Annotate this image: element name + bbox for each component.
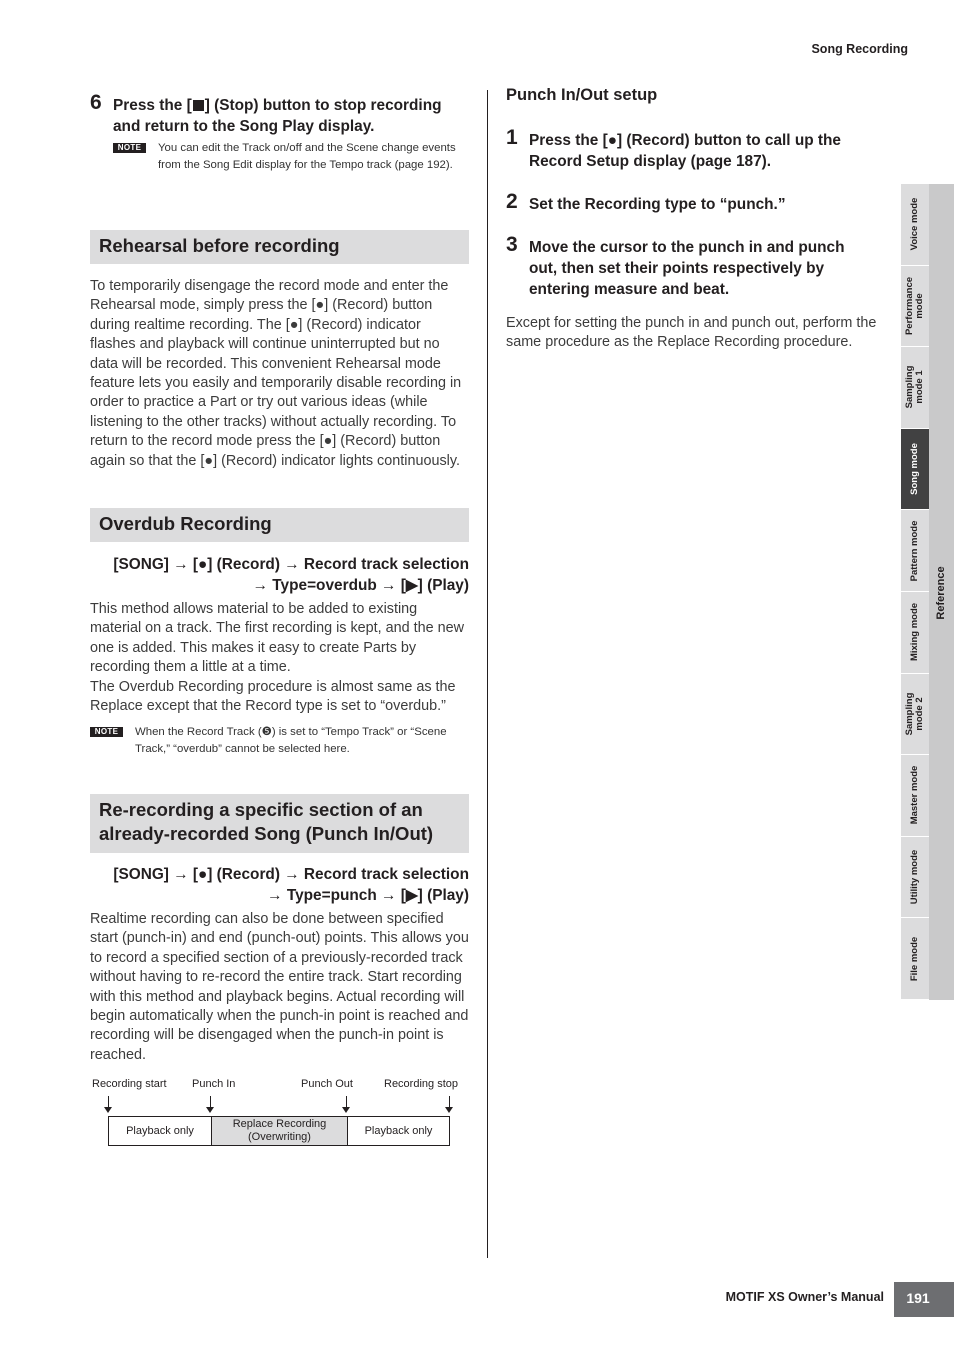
overdub-heading: Overdub Recording (99, 513, 272, 534)
reference-label: Reference (935, 566, 947, 620)
box-replace-line2: (Overwriting) (248, 1131, 311, 1143)
side-tab-master-mode[interactable] (901, 755, 929, 837)
side-tab-label: Mixing mode (909, 603, 920, 662)
overdub-path-line2: → Type=overdub → [▶] (Play) (252, 577, 469, 594)
running-header: Song Recording (811, 42, 908, 56)
side-tab-sampling-mode-2[interactable] (901, 674, 929, 756)
note-badge: NOTE (90, 727, 123, 737)
step6-note: You can edit the Track on/off and the Scene change events from the Song Edit display for the Tempo track (page 192). (158, 142, 456, 171)
arrowhead-icon (206, 1107, 214, 1113)
arrowhead-icon (445, 1107, 453, 1113)
side-tab-mixing-mode[interactable] (901, 592, 929, 674)
box-replace-line1: Replace Recording (232, 1118, 327, 1130)
note-badge: NOTE (113, 143, 146, 153)
side-tab-file-mode[interactable] (901, 918, 929, 1000)
overdub-path (90, 554, 469, 596)
side-tab-label: Performance mode (904, 276, 925, 335)
side-tab-label: Song mode (909, 443, 920, 495)
arrowhead-icon (104, 1107, 112, 1113)
overdub-heading-bar (90, 508, 469, 542)
step-text: Move the cursor to the punch in and punch out, then set their points respectively by entering measure and beat. (529, 239, 845, 298)
side-tab-label: Utility mode (909, 849, 920, 905)
arrowhead-icon (342, 1107, 350, 1113)
step-text: Set the Recording type to “punch.” (529, 196, 786, 213)
punch-setup-body: Except for setting the punch in and punch out, perform the same procedure as the Replace Recording procedure. (506, 315, 877, 351)
step-number: 6 (90, 91, 102, 114)
step-text: Press the [●] (Record) button to call up the Record Setup display (page 187). (529, 132, 841, 170)
overdub-note: When the Record Track (❺) is set to “Tempo Track” or “Scene Track,” “overdub” cannot be selected here. (135, 726, 447, 755)
punch-body: Realtime recording can also be done between specified start (punch-in) and end (punch-out) points. This allows you to record a specified section of a previously-recorded track without having to re-record the entire track. Start recording with this method and playback begins. Actual recording will begin automatically when the punch-in point is reached and recording will be disengaged when the punch-in point is reached. (90, 911, 469, 1063)
footer-manual-title: MOTIF XS Owner’s Manual (725, 1290, 884, 1304)
punch-heading-line2: already-recorded Song (Punch In/Out) (99, 823, 434, 844)
side-tab-label: Pattern mode (909, 520, 920, 582)
label-recording-start: Recording start (92, 1078, 167, 1090)
page-number: 191 (906, 1290, 930, 1306)
rehearsal-body: To temporarily disengage the record mode and enter the Rehearsal mode, simply press the [●] (Record) button during realtime recording. The [●] (Record) indicator flashes and playback will continue uninterrupted but no data will be recorded. This convenient Rehearsal mode feature lets you easily and temporarily disable recording in order to practice a Part or try out various ideas (while listening to the other tracks) without actually recording. To return to the record mode press the [●] (Record) button again so that the [●] (Record) indicator lights continuously. (90, 278, 462, 469)
label-punch-in: Punch In (192, 1078, 236, 1090)
side-tab-performance-mode[interactable] (901, 266, 929, 348)
side-tab-utility-mode[interactable] (901, 837, 929, 919)
side-tab-label: Sampling mode 2 (904, 692, 925, 736)
side-tab-voice-mode[interactable] (901, 184, 929, 266)
rehearsal-heading-bar (90, 230, 469, 264)
box-replace-recording (211, 1116, 348, 1146)
label-punch-out: Punch Out (301, 1078, 353, 1090)
rehearsal-heading: Rehearsal before recording (99, 235, 340, 256)
step-text: Press the [ ] (Stop) button to stop recording and return to the Song Play display. (113, 97, 442, 135)
punch-heading-bar (90, 794, 469, 853)
punch-path (90, 864, 469, 906)
side-tab-label: Voice mode (909, 197, 920, 251)
side-tab-label: File mode (909, 936, 920, 981)
side-tab-pattern-mode[interactable] (901, 510, 929, 592)
label-recording-stop: Recording stop (384, 1078, 458, 1090)
column-divider (487, 90, 488, 1258)
side-tab-label: Master mode (909, 766, 920, 825)
side-tab-song-mode[interactable] (901, 429, 929, 511)
overdub-path-line1: [SONG] → [●] (Record) → Record track selection (113, 556, 469, 573)
punch-heading-line1: Re-recording a specific section of an (99, 799, 423, 820)
step-number: 3 (506, 233, 518, 256)
punch-setup-heading: Punch In/Out setup (506, 86, 658, 104)
overdub-body: This method allows material to be added to existing material on a track. The first recording is kept, and the new one is added. This makes it easy to create Parts by recording them a little at a time. The Overdub Recording procedure is almost same as the Replace except that the Record type is set to “overdub.” (90, 601, 465, 715)
step-number: 2 (506, 190, 518, 213)
side-tab-label: Sampling mode 1 (904, 366, 925, 409)
step-number: 1 (506, 126, 518, 149)
page-number-box (894, 1282, 954, 1317)
punch-path-line1: [SONG] → [●] (Record) → Record track selection (113, 866, 469, 883)
stop-icon (193, 100, 204, 111)
side-tab-sampling-mode-1[interactable] (901, 347, 929, 429)
box-playback-before: Playback only (108, 1116, 212, 1146)
box-playback-after: Playback only (347, 1116, 450, 1146)
punch-path-line2: → Type=punch → [▶] (Play) (267, 887, 469, 904)
